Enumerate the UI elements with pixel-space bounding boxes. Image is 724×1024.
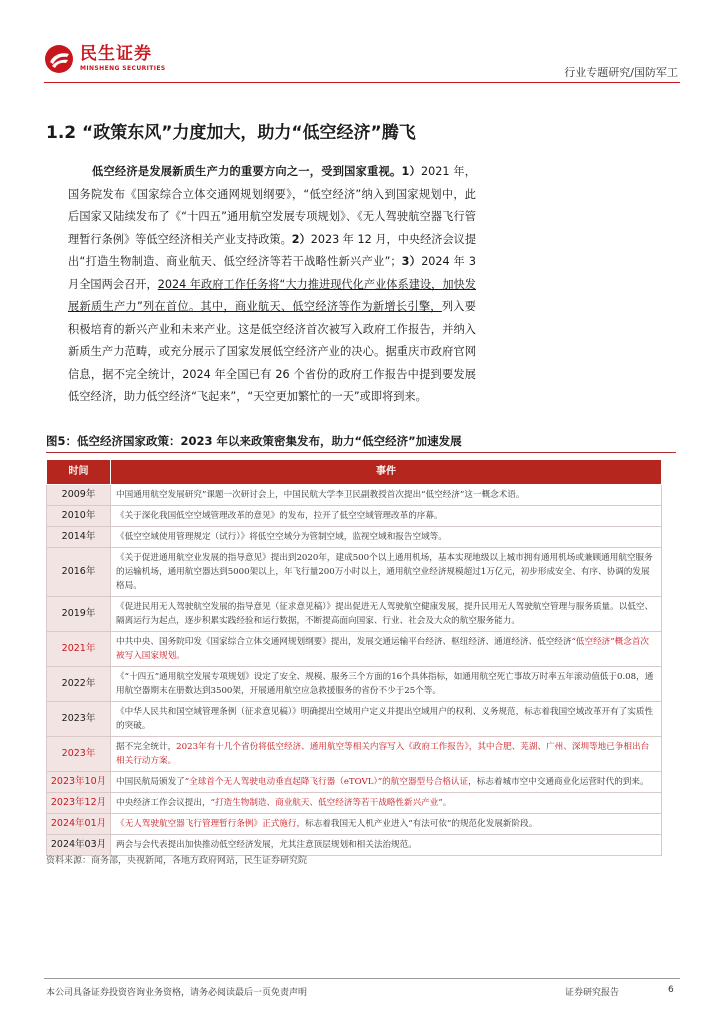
- row-event: 《促进民用无人驾驶航空发展的指导意见（征求意见稿）》提出促进无人驾驶航空健康发展，提升民用无人驾驶航空管理与服务质量。以低空、隔离运行为起点，逐步积累实践经验和运行数据，不断提高面向国家、行业、社会及大众的航空服务能力。: [111, 597, 662, 632]
- point-3-label: 3）: [401, 255, 422, 268]
- point-1-label: 1）: [401, 165, 422, 178]
- row-year: 2019年: [47, 597, 111, 632]
- table-row: [47, 814, 662, 835]
- footer-report-type: 证券研究报告: [565, 988, 620, 998]
- row-event: [111, 814, 662, 835]
- point-3-text: 2024 年 3 月全国两会召开，: [68, 255, 477, 291]
- row-year: 2010年: [47, 506, 111, 527]
- header-divider: [44, 82, 680, 83]
- table-row: [47, 737, 662, 772]
- row-event-text: 中共中央、国务院印发《国家综合立体交通网规划纲要》提出，发展交通运输平台经济、枢纽经济、通道经济、低空经济: [116, 637, 572, 647]
- section-title: 1.2 “政策东风”力度加大，助力“低空经济”腾飞: [46, 123, 416, 143]
- row-event-highlight: “低空经济”概念首次被写入国家规划。: [116, 637, 650, 661]
- policy-table: [46, 459, 662, 856]
- figure-title: 图5：低空经济国家政策：2023 年以来政策密集发布，助力“低空经济”加速发展: [46, 434, 462, 448]
- brand-logo: [44, 44, 166, 74]
- row-event: 两会与会代表提出加快推动低空经济发展，尤其注意顶层规划和相关法治规范。: [111, 835, 662, 856]
- row-event-text: 中央经济工作会议提出，: [116, 798, 211, 808]
- table-row: [47, 527, 662, 548]
- table-row: [47, 485, 662, 506]
- report-category: 行业专题研究/国防军工: [564, 66, 678, 79]
- minsheng-logo-icon: [44, 44, 74, 74]
- row-year: 2022年: [47, 667, 111, 702]
- row-event-text: 中国民航局颁发了: [116, 777, 185, 787]
- brand-name-en: MINSHENG SECURITIES: [80, 65, 166, 72]
- body-paragraph: [68, 161, 476, 409]
- row-event-highlight: “打造生物制造、商业航天、低空经济等若干战略性新兴产业”。: [210, 798, 452, 808]
- row-year: 2023年: [47, 737, 111, 772]
- row-year: 2016年: [47, 548, 111, 597]
- point-3-rest: 列入要积极培育的新兴产业和未来产业。这是低空经济首次被写入政府工作报告，并纳入新质生产力范畴，或充分展示了国家发展低空经济产业的决心。据重庆市政府官网信息，据不完全统计，2024 年全国已有 26 个省份的政府工作报告中提到要发展低空经济，助力低空经济“飞起来”，“天空更加繁忙的一天”或即将到来。: [68, 300, 476, 403]
- row-year: 2021年: [47, 632, 111, 667]
- row-event: 《中华人民共和国空域管理条例（征求意见稿）》明确提出空域用户定义并提出空域用户的权利、义务规范，标志着我国空域改革开有了实质性的突破。: [111, 702, 662, 737]
- table-header-row: [47, 460, 662, 485]
- footer-divider: [44, 978, 680, 979]
- table-row: [47, 506, 662, 527]
- row-event: 《关于深化我国低空空域管理改革的意见》的发布，拉开了低空空域管理改革的序幕。: [111, 506, 662, 527]
- point-2-text: 2023 年 12 月，中央经济会议提出“打造生物制造、商业航天、低空经济等若干战略性新兴产业”；: [68, 232, 477, 268]
- row-event-highlight: 2023年有十几个省份将低空经济、通用航空等相关内容写入《政府工作报告》，其中合肥、芜湖、广州、深圳等地已争相出台相关行动方案。: [116, 742, 650, 766]
- row-event-highlight: “全球首个无人驾驶电动垂直起降飞行器（eTOVL）”的航空器型号合格认证: [184, 777, 469, 787]
- row-year: 2023年10月: [47, 772, 111, 793]
- row-event-text: 标志着我国无人机产业进入“有法可依”的规范化发展新阶段。: [305, 819, 538, 829]
- table-row: [47, 667, 662, 702]
- table-row: [47, 597, 662, 632]
- row-year: 2023年: [47, 702, 111, 737]
- footer-disclaimer: 本公司具备证券投资咨询业务资格，请务必阅读最后一页免责声明: [46, 988, 308, 998]
- row-event: [111, 772, 662, 793]
- row-event: [111, 737, 662, 772]
- brand-name-cn: 民生证券: [80, 44, 152, 64]
- table-row: [47, 632, 662, 667]
- page-number: 6: [668, 985, 674, 995]
- row-event: 《关于促进通用航空业发展的指导意见》提出到2020年，建成500个以上通用机场，基本实现地级以上城市拥有通用机场或兼顾通用航空服务的运输机场，通用航空器达到5000架以上，年飞行量200万小时以上，通用航空业经济规模超过1万亿元，初步形成安全、有序、协调的发展格局。: [111, 548, 662, 597]
- figure-source: 资料来源：商务部，央视新闻，各地方政府网站，民生证券研究院: [46, 856, 308, 866]
- point-1-text: 2021 年，国务院发布《国家综合立体交通网规划纲要》，“低空经济”纳入到国家规划中，此后国家又陆续发布了《“十四五”通用航空发展专项规划》、《无人驾驶航空器飞行管理暂行条例》等低空经济相关产业支持政策。: [68, 165, 476, 246]
- row-year: 2009年: [47, 485, 111, 506]
- table-row: [47, 548, 662, 597]
- row-year: 2023年12月: [47, 793, 111, 814]
- row-event: 《低空空域使用管理规定（试行）》将低空空域分为管制空域，监视空域和报告空域等。: [111, 527, 662, 548]
- row-year: 2024年03月: [47, 835, 111, 856]
- table-row: [47, 793, 662, 814]
- row-event: 中国通用航空发展研究”课题一次研讨会上，中国民航大学李卫民副教授首次提出“低空经济”这一概念术语。: [111, 485, 662, 506]
- point-2-label: 2）: [291, 232, 311, 246]
- lead-sentence: 低空经济是发展新质生产力的重要方向之一，受到国家重视。: [92, 165, 402, 178]
- row-event-text-end: ，标志着城市空中交通商业化运营时代的到来。: [468, 777, 649, 787]
- row-event: [111, 632, 662, 667]
- point-3-underlined: 2024 年政府工作任务将“大力推进现代化产业体系建设，加快发展新质生产力”列在首位。其中，商业航天、低空经济等作为新增长引擎，: [68, 277, 476, 313]
- row-event: [111, 793, 662, 814]
- row-event-highlight: 《无人驾驶航空器飞行管理暂行条例》正式施行，: [116, 819, 306, 829]
- figure-divider: [46, 452, 676, 453]
- row-event: 《“十四五”通用航空发展专项规划》设定了安全、规模、服务三个方面的16个具体指标，如通用航空死亡事故万时率五年滚动值低于0.08，通用航空器期末在册数达到3500架，开展通用航空应急救援服务的省份不少于25个等。: [111, 667, 662, 702]
- header-event: 事件: [111, 460, 662, 485]
- row-event-text: 据不完全统计，: [116, 742, 177, 752]
- header-time: 时间: [47, 460, 111, 485]
- table-row: [47, 772, 662, 793]
- row-year: 2024年01月: [47, 814, 111, 835]
- table-row: [47, 702, 662, 737]
- row-year: 2014年: [47, 527, 111, 548]
